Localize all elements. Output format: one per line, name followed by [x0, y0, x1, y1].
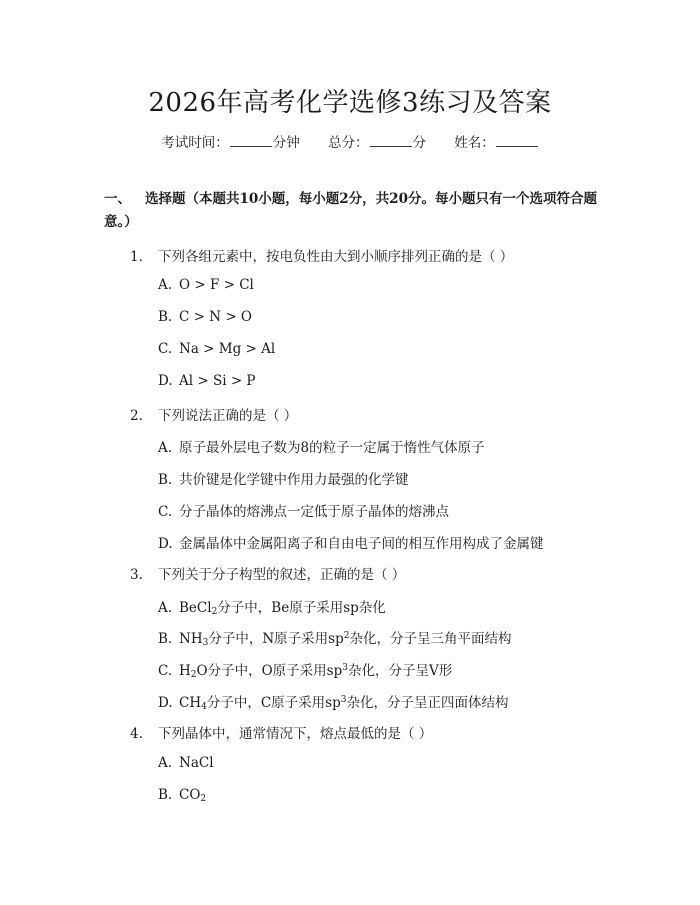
- text-fragment: D.: [158, 373, 173, 389]
- option[interactable]: [158, 277, 254, 293]
- text-fragment: B.: [158, 309, 173, 325]
- option[interactable]: [158, 596, 386, 617]
- text-fragment: 总分：: [328, 135, 369, 151]
- text-fragment: CH: [179, 695, 202, 711]
- text-fragment: C.: [158, 341, 173, 357]
- text-fragment: 2.: [130, 408, 143, 424]
- name-field: [454, 131, 539, 151]
- text-fragment: 下列晶体中，通常情况下，熔点最低的是（ ）: [158, 726, 433, 742]
- text-fragment: 分子中，C原子采用sp: [206, 695, 341, 711]
- text-fragment: 杂化，分子呈三角平面结构: [349, 631, 512, 647]
- text-fragment: 2: [200, 794, 207, 804]
- option[interactable]: [158, 627, 511, 648]
- text-fragment: 选择题（本题共10小题，每小题2分，共20分。每小题只有一个选项符合题意。）: [104, 191, 597, 230]
- text-fragment: 原子最外层电子数为8的粒子一定属于惰性气体原子: [179, 440, 485, 456]
- text-fragment: 金属晶体中金属阳离子和自由电子间的相互作用构成了金属键: [179, 536, 544, 552]
- text-fragment: 2: [190, 670, 197, 680]
- option[interactable]: [158, 787, 206, 804]
- option[interactable]: [158, 659, 452, 680]
- text-fragment: B.: [158, 631, 173, 647]
- text-fragment: 杂化，分子呈V形: [347, 663, 453, 679]
- text-fragment: A.: [158, 277, 173, 293]
- page-title: 2026年高考化学选修3练习及答案: [148, 88, 552, 118]
- text-fragment: 1.: [130, 249, 143, 265]
- text-fragment: 共价键是化学键中作用力最强的化学键: [179, 472, 409, 488]
- text-fragment: NH: [179, 631, 203, 647]
- text-fragment: 分子中，Be原子采用sp: [217, 600, 359, 616]
- question-stem: [130, 245, 513, 265]
- text-fragment: C.: [158, 504, 173, 520]
- text-fragment: A.: [158, 600, 173, 616]
- text-fragment: B.: [158, 472, 173, 488]
- text-fragment: 姓名：: [454, 135, 495, 151]
- text-fragment: C.: [158, 663, 173, 679]
- text-fragment: BeCl: [179, 600, 212, 616]
- text-fragment: B.: [158, 787, 173, 803]
- option[interactable]: [158, 691, 508, 712]
- option[interactable]: [158, 468, 409, 488]
- text-fragment: NaCl: [179, 755, 214, 771]
- text-fragment: Al > Si > P: [179, 373, 256, 389]
- section-heading: [104, 188, 604, 234]
- option[interactable]: [158, 755, 214, 771]
- text-fragment: 杂化，分子呈正四面体结构: [346, 695, 509, 711]
- question-stem: [130, 404, 297, 424]
- name-blank[interactable]: [496, 134, 538, 147]
- score-blank[interactable]: [370, 134, 412, 147]
- option[interactable]: [158, 532, 544, 552]
- text-fragment: 考试时间：: [161, 135, 229, 151]
- option[interactable]: [158, 436, 485, 456]
- time-field: [161, 131, 300, 151]
- text-fragment: 4.: [130, 726, 143, 742]
- question-stem: [130, 722, 432, 742]
- text-fragment: 杂化: [358, 600, 386, 616]
- option[interactable]: [158, 309, 252, 325]
- text-fragment: O > F > Cl: [179, 277, 254, 293]
- text-fragment: 一、: [104, 191, 131, 207]
- text-fragment: CO: [179, 787, 201, 803]
- text-fragment: D.: [158, 695, 173, 711]
- option[interactable]: [158, 500, 449, 520]
- text-fragment: 分子晶体的熔沸点一定低于原子晶体的熔沸点: [179, 504, 449, 520]
- text-fragment: D.: [158, 536, 173, 552]
- option[interactable]: [158, 373, 256, 389]
- text-fragment: 下列说法正确的是（ ）: [158, 408, 298, 424]
- exam-meta: [0, 131, 700, 151]
- question-stem: [130, 563, 405, 583]
- text-fragment: A.: [158, 755, 173, 771]
- text-fragment: 2: [343, 631, 350, 641]
- score-field: [328, 131, 426, 151]
- text-fragment: 4: [201, 702, 207, 712]
- text-fragment: 3: [340, 695, 347, 705]
- text-fragment: 3: [342, 663, 348, 673]
- text-fragment: 分子中，N原子采用sp: [208, 631, 344, 647]
- text-fragment: 分: [412, 135, 426, 151]
- option[interactable]: [158, 341, 275, 357]
- text-fragment: Na > Mg > Al: [179, 341, 276, 357]
- text-fragment: 下列各组元素中，按电负性由大到小顺序排列正确的是（ ）: [158, 249, 514, 265]
- text-fragment: C > N > O: [179, 309, 252, 325]
- text-fragment: 2: [211, 607, 218, 617]
- text-fragment: 下列关于分子构型的叙述，正确的是（ ）: [158, 567, 406, 583]
- text-fragment: 分钟: [272, 135, 300, 151]
- text-fragment: A.: [158, 440, 173, 456]
- text-fragment: 3.: [130, 567, 143, 583]
- text-fragment: O分子中，O原子采用sp: [196, 663, 343, 679]
- time-blank[interactable]: [230, 134, 272, 147]
- text-fragment: H: [179, 663, 191, 679]
- text-fragment: 3: [202, 638, 209, 648]
